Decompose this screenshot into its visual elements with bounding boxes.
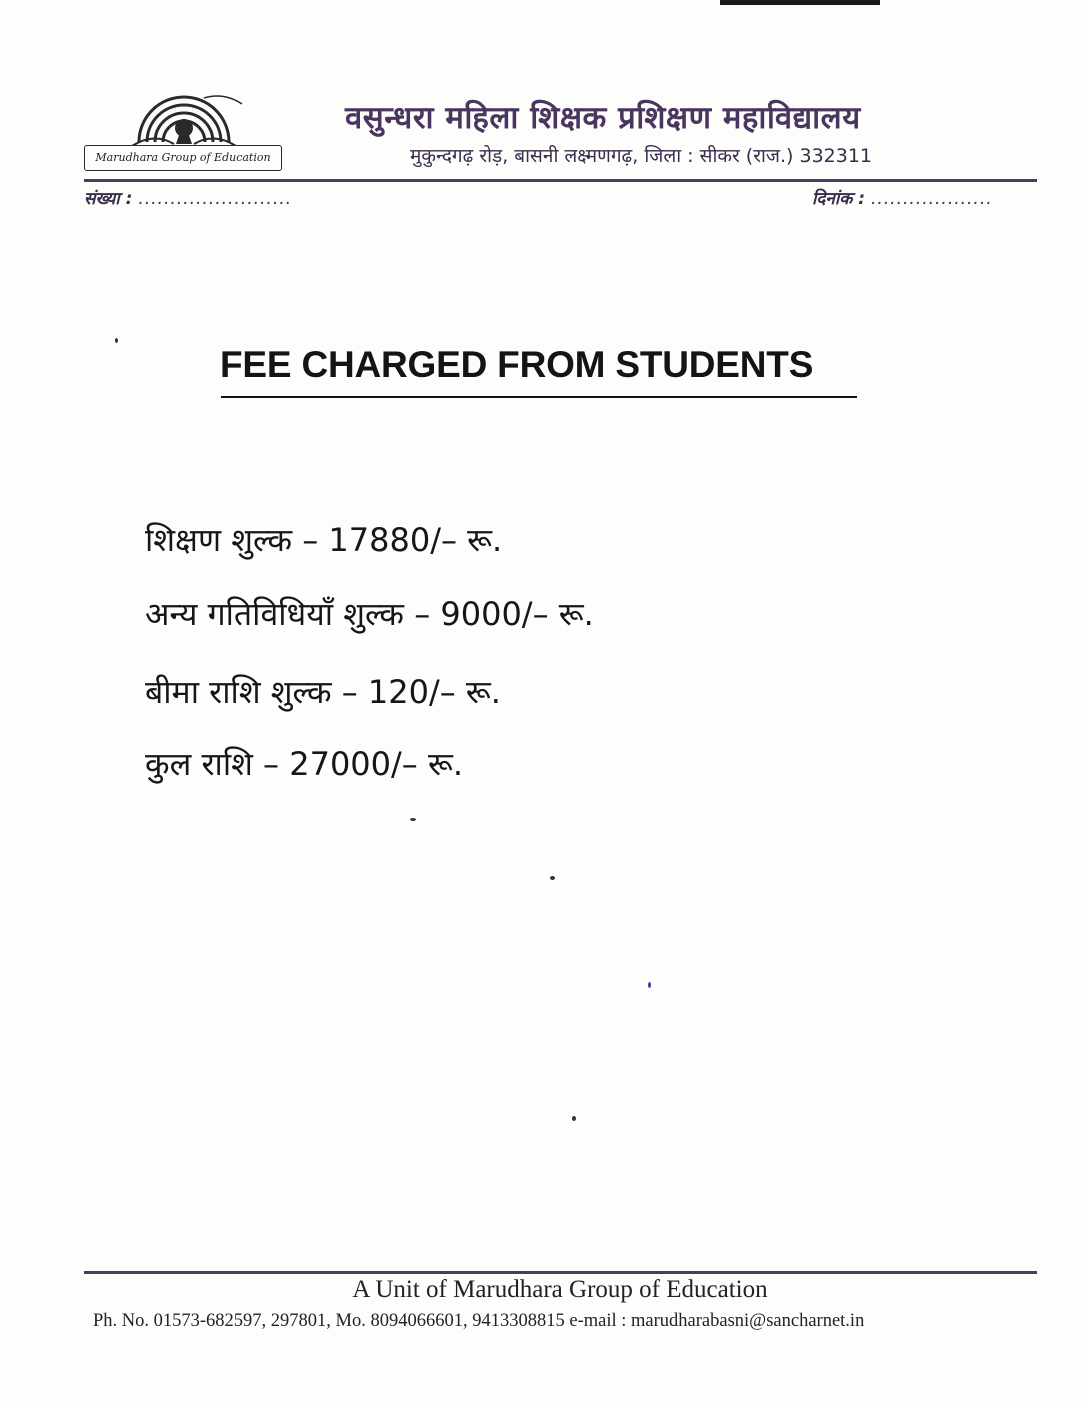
fee-amount: 17880: [328, 521, 431, 559]
title-underline: [221, 396, 857, 398]
fee-separator: –: [302, 521, 319, 559]
scan-speck: [550, 876, 555, 880]
scan-speck: [648, 982, 651, 988]
college-address: मुकुन्दगढ़ रोड़, बासनी लक्ष्मणगढ़, जिला : सीकर (राज.) 332311: [410, 145, 873, 167]
fee-label: अन्य गतिविधियाँ शुल्क: [145, 595, 405, 633]
fee-separator: –: [341, 673, 358, 711]
fee-label: शिक्षण शुल्क: [145, 521, 293, 559]
fee-separator: –: [414, 595, 431, 633]
fee-row-total: [145, 742, 463, 785]
fee-suffix: /– रू.: [430, 521, 503, 559]
scan-edge: [720, 0, 880, 5]
footer-contact-line: Ph. No. 01573-682597, 297801, Mo. 8094066601, 9413308815 e-mail : marudharabasni@sancharnet.in: [93, 1311, 865, 1331]
reference-field: [84, 186, 292, 209]
document-title: FEE CHARGED FROM STUDENTS: [220, 344, 814, 385]
footer-unit-line: A Unit of Marudhara Group of Education: [352, 1276, 768, 1303]
fee-amount: 120: [367, 673, 429, 711]
fee-amount: 9000: [440, 595, 522, 633]
fee-suffix: /– रू.: [521, 595, 594, 633]
date-field: [812, 186, 993, 209]
fee-amount: 27000: [289, 745, 392, 783]
footer-divider: [84, 1271, 1037, 1274]
scan-speck: [115, 338, 118, 343]
reference-value: ........................: [138, 189, 293, 209]
fee-label: कुल राशि: [145, 745, 253, 783]
fee-label: बीमा राशि शुल्क: [145, 673, 332, 711]
header-divider: [84, 179, 1037, 182]
date-value: ...................: [870, 189, 993, 209]
logo-caption: Marudhara Group of Education: [84, 145, 282, 171]
fee-suffix: /– रू.: [428, 673, 501, 711]
college-name: वसुन्धरा महिला शिक्षक प्रशिक्षण महाविद्यालय: [345, 100, 861, 136]
scan-speck: [410, 818, 416, 821]
fee-row-activities: [145, 592, 594, 635]
fee-separator: –: [263, 745, 280, 783]
date-label: दिनांक :: [812, 189, 866, 209]
fee-suffix: /– रू.: [391, 745, 464, 783]
scan-speck: [572, 1116, 576, 1121]
fee-row-insurance: [145, 670, 501, 713]
fee-row-tuition: [145, 518, 502, 561]
reference-label: संख्या :: [84, 189, 133, 209]
